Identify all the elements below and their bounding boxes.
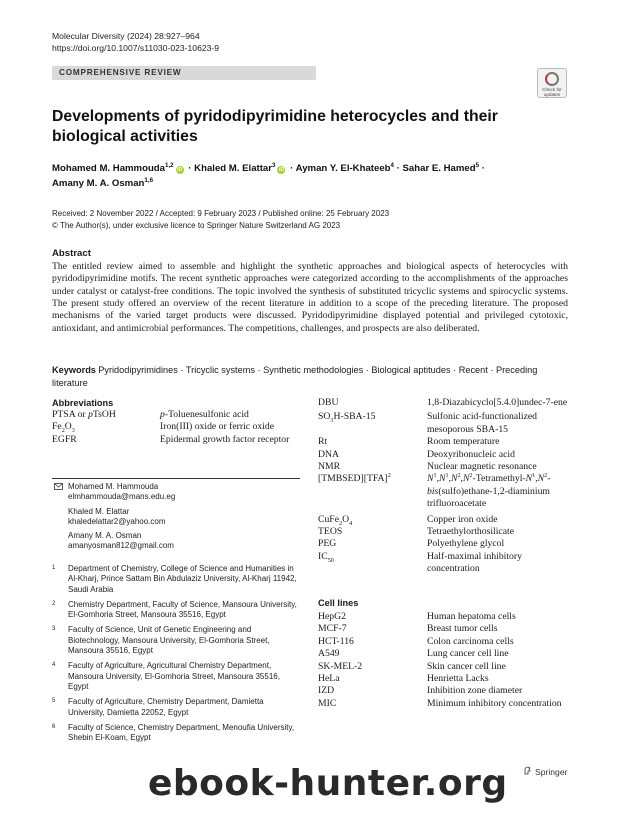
author-name[interactable]: Khaled M. Elattar	[194, 163, 272, 174]
abbreviation-key: EGFR	[52, 433, 77, 445]
author-name[interactable]: Ayman Y. El‑Khateeb	[295, 163, 391, 174]
abbreviation-row	[318, 397, 574, 409]
affiliation	[52, 625, 302, 656]
abstract-body: The entitled review aimed to assemble and highlight the synthetic approaches and biological aspects of heterocycles with pyridodipyrimidine motifs. The recent synthetic approaches were categorized according to the accomplishments of the approaches under catalyst or catalyst-free conditions. The topic involved the synthesis of substituted tricyclic systems and spirocyclic systems. The present study offered an overview of the recent literature in addition to a scope of the preceding literature. The proposed mechanisms of the varied target products were discussed. Pyridodipyrimidine displayed potential and privileged cytotoxic, antioxidant, and antimicrobial performances. The competitions, challenges, and prospects are also deliberated.	[52, 261, 568, 334]
cell-lines-heading: Cell lines	[318, 598, 359, 608]
cell-line-value: Skin cancer cell line	[427, 660, 506, 672]
cell-line-value: Minimum inhibitory concentration	[427, 697, 562, 709]
corresponding-author-email[interactable]: khaledelattar2@yahoo.com	[68, 516, 166, 526]
corresponding-author-email[interactable]: elmhammouda@mans.edu.eg	[68, 492, 176, 502]
author-name[interactable]: Mohamed M. Hammouda	[52, 163, 166, 174]
abbreviation-key: NMR	[318, 461, 341, 473]
publisher-name: Springer	[535, 767, 568, 777]
affiliation-text: Faculty of Science, Chemistry Department, Menoufia University, Shebin El-Koam, Egypt	[68, 722, 295, 743]
springer-horse-icon	[523, 766, 532, 775]
affiliation-text: Department of Chemistry, College of Science and Humanities in Al-Kharj, Prince Sattam Bin Abdulaziz University, Al-Kharj 11942, Saudi Arabia	[68, 564, 297, 594]
abbreviation-key: [TMBSED][TFA]$^2$	[318, 472, 391, 485]
affiliations-block	[52, 564, 302, 748]
cell-line-key: IZD	[318, 685, 335, 697]
abbreviation-key: $Fe_2O_3$	[52, 421, 75, 435]
cell-line-key: MCF-7	[318, 623, 347, 635]
abbreviations-left	[52, 397, 302, 446]
affiliation-number: 1	[52, 565, 56, 571]
abbreviation-key: Rt	[318, 436, 328, 448]
publication-dates	[52, 208, 389, 231]
affiliation	[52, 661, 302, 692]
affiliation-text: Faculty of Agriculture, Chemistry Department, Damietta University, Damietta 22052, Egypt	[68, 697, 264, 717]
cell-line-value: Human hepatoma cells	[427, 611, 516, 622]
abbreviation-row	[318, 551, 574, 576]
check-for-updates-button[interactable]	[537, 68, 567, 98]
abbreviation-key: DBU	[318, 397, 339, 408]
affiliation-number: 4	[52, 662, 56, 669]
publisher-logo	[523, 766, 567, 777]
abbreviation-value: Iron(III) oxide or ferric oxide	[160, 421, 275, 433]
affiliation-text: Faculty of Agriculture, Agricultural Chemistry Department, Mansoura University, El-Gomhoria Street, Mansoura 35516, Egypt	[68, 661, 280, 691]
abbreviation-value: Epidermal growth factor receptor	[160, 433, 290, 445]
affiliation-text: Chemistry Department, Faculty of Science, Mansoura University, El-Gomhoria Street, Mansoura 35516, Egypt	[68, 599, 297, 620]
correspondence-entry	[52, 482, 302, 503]
check-updates-line2: updates	[543, 92, 561, 97]
author-list: Mohamed M. Hammouda$^{1,2}$iD · Khaled M. Elattar$^3$iD · Ayman Y. El‑Khateeb$^4$ · Sahar E. Hamed$^5$ · Amany M. A. Osman$^{1,6}$	[52, 161, 485, 189]
abbreviation-value: Half-maximal inhibitory concentration	[427, 550, 522, 575]
affiliation	[52, 697, 302, 718]
keywords-text: Pyridodipyrimidines · Tricyclic systems · Synthetic methodologies · Biological aptitudes · Recent · Preceding literature	[52, 365, 538, 388]
correspondence-entry	[52, 531, 302, 552]
cell-line-row	[318, 611, 574, 623]
cell-line-value: Breast tumor cells	[427, 623, 498, 635]
author-name[interactable]: Amany M. A. Osman	[52, 177, 145, 189]
affiliation	[52, 564, 302, 595]
abbreviation-value: Room temperature	[427, 436, 500, 448]
envelope-icon	[54, 483, 63, 493]
cell-lines-list	[318, 611, 574, 710]
cell-line-row	[318, 698, 574, 710]
abbreviation-key: $SO_3H-SBA-15$	[318, 411, 376, 425]
corresponding-author-name: Khaled M. Elattar	[68, 506, 130, 516]
cell-line-value: Colon carcinoma cells	[427, 635, 514, 647]
abbreviation-value: Tetraethylorthosilicate	[427, 526, 515, 538]
article-title: Developments of pyridodipyrimidine heterocycles and their biological activities	[52, 108, 498, 145]
cell-line-row	[318, 673, 574, 685]
abbreviation-key: DNA	[318, 448, 339, 460]
cell-line-key: MIC	[318, 697, 337, 709]
history-dates: Received: 2 November 2022 / Accepted: 9 February 2023 / Published online: 25 February 2023	[52, 209, 390, 218]
abbreviation-key: PTSA or pTsOH	[52, 409, 116, 420]
cell-line-value: Inhibition zone diameter	[427, 685, 523, 697]
correspondence-block	[52, 482, 302, 556]
abbreviation-value: 1,8-Diazabicyclo[5.4.0]undec-7-ene	[427, 397, 568, 408]
abbreviation-row	[318, 449, 574, 461]
journal-info	[52, 30, 219, 54]
doi-link[interactable]: https://doi.org/10.1007/s11030-023-10623-9	[52, 43, 220, 53]
orcid-icon[interactable]: iD	[278, 167, 284, 173]
corresponding-author-email[interactable]: amanyosman812@gmail.com	[68, 541, 174, 551]
abbreviation-key: $IC_{50}$	[318, 550, 334, 564]
abbreviation-row	[318, 526, 574, 538]
abbreviation-row	[52, 409, 302, 421]
cell-line-key: SK-MEL-2	[318, 660, 363, 672]
correspondence-entry	[52, 507, 302, 528]
cell-line-key: HeLa	[318, 673, 340, 685]
abbreviation-row	[318, 514, 574, 526]
abbreviation-row	[52, 421, 302, 433]
affiliation-number: 3	[52, 626, 56, 633]
abbreviation-row	[318, 473, 574, 510]
abstract-heading: Abstract	[52, 248, 91, 259]
author-affiliation-mark: 1,6	[144, 176, 154, 184]
abbreviations-heading: Abbreviations	[52, 398, 114, 408]
abbreviation-value: p-Toluenesulfonic acid	[160, 409, 249, 420]
abbreviation-value: Nuclear magnetic resonance	[427, 461, 537, 473]
abbreviation-row	[318, 538, 574, 550]
affiliation-number: 2	[52, 600, 56, 607]
abbreviation-key: TEOS	[318, 526, 343, 538]
copyright-line: © The Author(s), under exclusive licence to Springer Nature Switzerland AG 2023	[52, 220, 341, 230]
footnote-divider	[52, 478, 300, 479]
cell-line-row	[318, 661, 574, 673]
author-name[interactable]: Sahar E. Hamed	[402, 163, 476, 174]
abbreviation-row	[318, 411, 574, 436]
affiliation-number: 6	[52, 723, 56, 730]
cell-line-row	[318, 636, 574, 648]
keywords	[52, 364, 568, 389]
abbreviation-value: Copper iron oxide	[427, 513, 498, 525]
abbreviation-key: PEG	[318, 538, 337, 550]
cell-line-row	[318, 685, 574, 697]
watermark: ebook-hunter.org	[148, 763, 508, 804]
article-type-banner: COMPREHENSIVE REVIEW	[52, 66, 316, 80]
corresponding-author-name: Amany M. A. Osman	[68, 531, 142, 541]
abbreviation-value: Deoxyribonucleic acid	[427, 448, 515, 460]
cell-line-value: Henrietta Lacks	[427, 673, 489, 685]
abbreviation-value: Polyethylene glycol	[427, 538, 505, 550]
cell-line-value: Lung cancer cell line	[427, 648, 509, 660]
author-affiliation-mark: 5	[475, 161, 480, 169]
check-updates-line1: Check for	[542, 87, 562, 92]
affiliation	[52, 723, 302, 744]
author-affiliation-mark: 4	[390, 161, 394, 169]
abbreviation-value: Sulfonic acid-functionalized mesoporous SBA-15	[427, 411, 538, 435]
cell-line-key: HepG2	[318, 611, 346, 622]
orcid-icon[interactable]: iD	[177, 167, 183, 173]
affiliation-number: 5	[52, 698, 56, 705]
abbreviations-right	[318, 397, 574, 576]
author-affiliation-mark: 1,2	[165, 161, 174, 169]
cell-line-row	[318, 648, 574, 660]
keywords-label: Keywords	[52, 365, 96, 375]
cell-line-key: HCT-116	[318, 635, 354, 647]
check-for-updates-icon	[545, 72, 559, 86]
cell-line-row	[318, 623, 574, 635]
abbreviation-key: $CuFe_2O_4$	[318, 513, 353, 527]
abbreviation-row	[52, 434, 302, 446]
abbreviation-row	[318, 436, 574, 448]
affiliation	[52, 600, 302, 621]
corresponding-author-name: Mohamed M. Hammouda	[68, 482, 159, 491]
abbreviation-value: $N^1,N^1,N^2,N^2-Tetramethyl-N^1,N^2-bis(sulfo)ethane-1,2$-diaminium trifluoroacetate	[427, 472, 551, 510]
journal-citation: Molecular Diversity (2024) 28:927–964	[52, 31, 200, 41]
cell-line-key: A549	[318, 648, 340, 660]
author-affiliation-mark: 3	[272, 161, 276, 169]
affiliation-text: Faculty of Science, Unit of Genetic Engineering and Biotechnology, Mansoura University, El-Gomhoria Street, Mansoura 35516, Egypt	[68, 625, 270, 656]
